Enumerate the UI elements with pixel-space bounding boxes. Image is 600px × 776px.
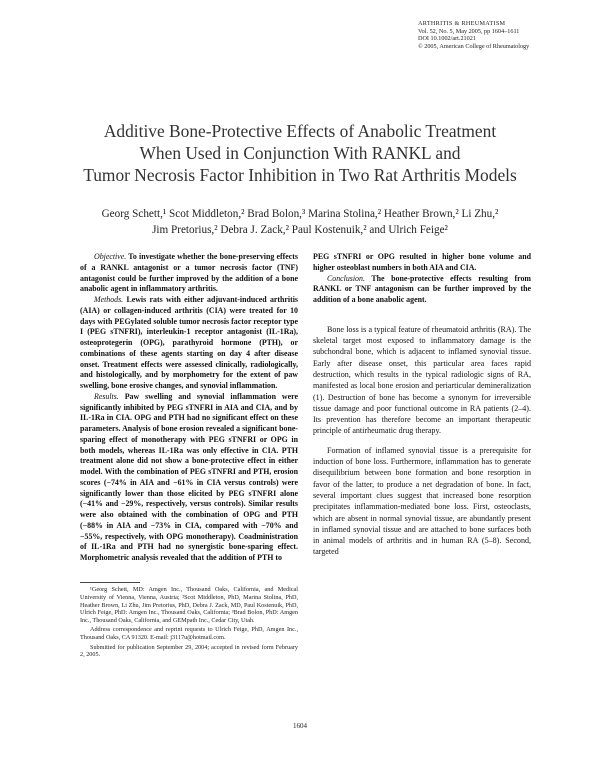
page-number: 1604: [293, 722, 307, 730]
author-list: [40, 206, 560, 238]
footnotes: [80, 586, 298, 661]
footnote-rule: [80, 582, 140, 583]
title-line: Tumor Necrosis Factor Inhibition in Two Rat Arthritis Models: [83, 165, 517, 185]
title-line: Additive Bone-Protective Effects of Anabolic Treatment: [103, 121, 497, 141]
conclusion-label: Conclusion.: [327, 273, 365, 283]
footnote-correspondence: Address correspondence and reprint requests to Ulrich Feige, PhD, Amgen Inc., Thousand Oaks, CA 91320. E-mail: j3117u@hotmail.com.: [80, 626, 298, 642]
footnote-submission: Submitted for publication September 29, 2004; accepted in revised form February 2, 2005.: [80, 643, 298, 659]
methods-label: Methods.: [94, 295, 124, 304]
journal-doi: DOI 10.1002/art.21021: [418, 35, 476, 43]
methods-text: Lewis rats with either adjuvant-induced arthritis (AIA) or collagen-induced arthritis (CIA) were treated for 10 days with PEGylated soluble tumor necrosis factor receptor type I (PEG sTNFRI), interleukin-1 receptor antagonist (IL-1Ra), osteoprotegerin (OPG), parathyroid hormone (PTH), or combinations of these agents starting on day 4 after disease onset. Treatment effects were assessed clinically, radiologically, and histologically, and by morphometry for the extent of paw swelling, bone erosive changes, and synovial inflammation.: [80, 295, 298, 390]
abstract-results: [80, 392, 298, 564]
abstract-conclusion: [313, 274, 531, 306]
abstract-objective: [80, 252, 298, 295]
abstract-results-continued: PEG sTNFRI or OPG resulted in higher bone volume and higher osteoblast numbers in both AIA and CIA.: [313, 252, 531, 272]
right-column: [313, 252, 531, 558]
title-line: When Used in Conjunction With RANKL and: [139, 143, 461, 163]
body-paragraph: Bone loss is a typical feature of rheumatoid arthritis (RA). The skeletal target most exposed to inflammatory damage is the subchondral bone, which is adjacent to inflamed synovial tissue. Early after disease onset, this particular area faces rapid destruction, which results in the typical radiologic signs of RA, manifested as local bone erosion and periarticular demineralization (1). Destruction of bone has become a synonym for irreversible tissue damage and poor functional outcome in RA patients (2–4). Its prevention has therefore become an important therapeutic principle of antirheumatic drug therapy.: [313, 324, 531, 436]
body-paragraph: Formation of inflamed synovial tissue is a prerequisite for induction of bone loss. Furthermore, inflammation has to generate disequilibrium between bone formation and bone resorption in favor of the latter, to produce a net degradation of bone. In fact, several important clues suggest that increased bone resorption precipitates inflammation-mediated bone loss. First, osteoclasts, which are absent in normal synovial tissue, are abundantly present in inflamed synovial tissue and are attached to bone surfaces both in animal models of arthritis and in human RA (5–8). Second, targeted: [313, 445, 531, 557]
footnote-affiliations: ¹Georg Schett, MD: Amgen Inc., Thousand Oaks, California, and Medical University of Vienna, Vienna, Austria; ²Scot Middleton, PhD, Marina Stolina, PhD, Heather Brown, Li Zhu, Jim Pretorius, PhD, Debra J. Zack, MD, Paul Kostenuik, PhD, Ulrich Feige, PhD: Amgen Inc., Thousand Oaks, California; ³Brad Bolon, PhD: Amgen Inc., Thousand Oaks, California, and GEMpath Inc., Cedar City, Utah.: [80, 586, 298, 625]
conclusion-text: The bone-protective effects resulting from RANKL or TNF antagonism can be further improved by the addition of a bone anabolic agent.: [313, 273, 531, 304]
journal-name: ARTHRITIS & RHEUMATISM: [418, 20, 506, 27]
objective-label: Objective.: [94, 252, 127, 261]
results-label: Results.: [94, 391, 119, 401]
abstract-column-left: [80, 252, 298, 564]
abstract-methods: [80, 295, 298, 392]
article-title: [40, 120, 560, 186]
journal-volume: Vol. 52, No. 5, May 2005, pp 1604–1611: [418, 27, 520, 35]
journal-copyright: © 2005, American College of Rheumatology: [418, 42, 530, 50]
objective-text: To investigate whether the bone-preserving effects of a RANKL antagonist or a tumor necrosis factor (TNF) antagonist could be further improved by the addition of a bone anabolic agent in inflammatory arthritis.: [80, 252, 298, 294]
results-text: Paw swelling and synovial inflammation were significantly inhibited by PEG sTNFRI in AIA and CIA, and by IL-1Ra in CIA. OPG and PTH had no significant effect on these parameters. Analysis of bone erosion revealed a significant bone-sparing effect of monotherapy with PEG sTNFRI or OPG in both models, whereas IL-1Ra was only effective in CIA. PTH treatment alone did not show a bone-protective effect in either model. With the combination of PEG sTNFRI and PTH, erosion scores (−74% in AIA and −61% in CIA versus controls) were significantly lower than those elicited by PEG sTNFRI alone (−41% and −29%, respectively, versus controls). Similar results were also obtained with the combination of OPG and PTH (−88% in AIA and −73% in CIA, compared with −70% and −55%, respectively, with OPG monotherapy). Coadministration of IL-1Ra and PTH had no synergistic bone-sparing effect. Morphometric analysis revealed that the addition of PTH to: [80, 391, 298, 562]
authors-line: Jim Pretorius,² Debra J. Zack,² Paul Kostenuik,² and Ulrich Feige²: [152, 224, 448, 236]
journal-header: [418, 20, 593, 50]
authors-line: Georg Schett,¹ Scot Middleton,² Brad Bolon,³ Marina Stolina,² Heather Brown,² Li Zhu,²: [101, 208, 499, 220]
